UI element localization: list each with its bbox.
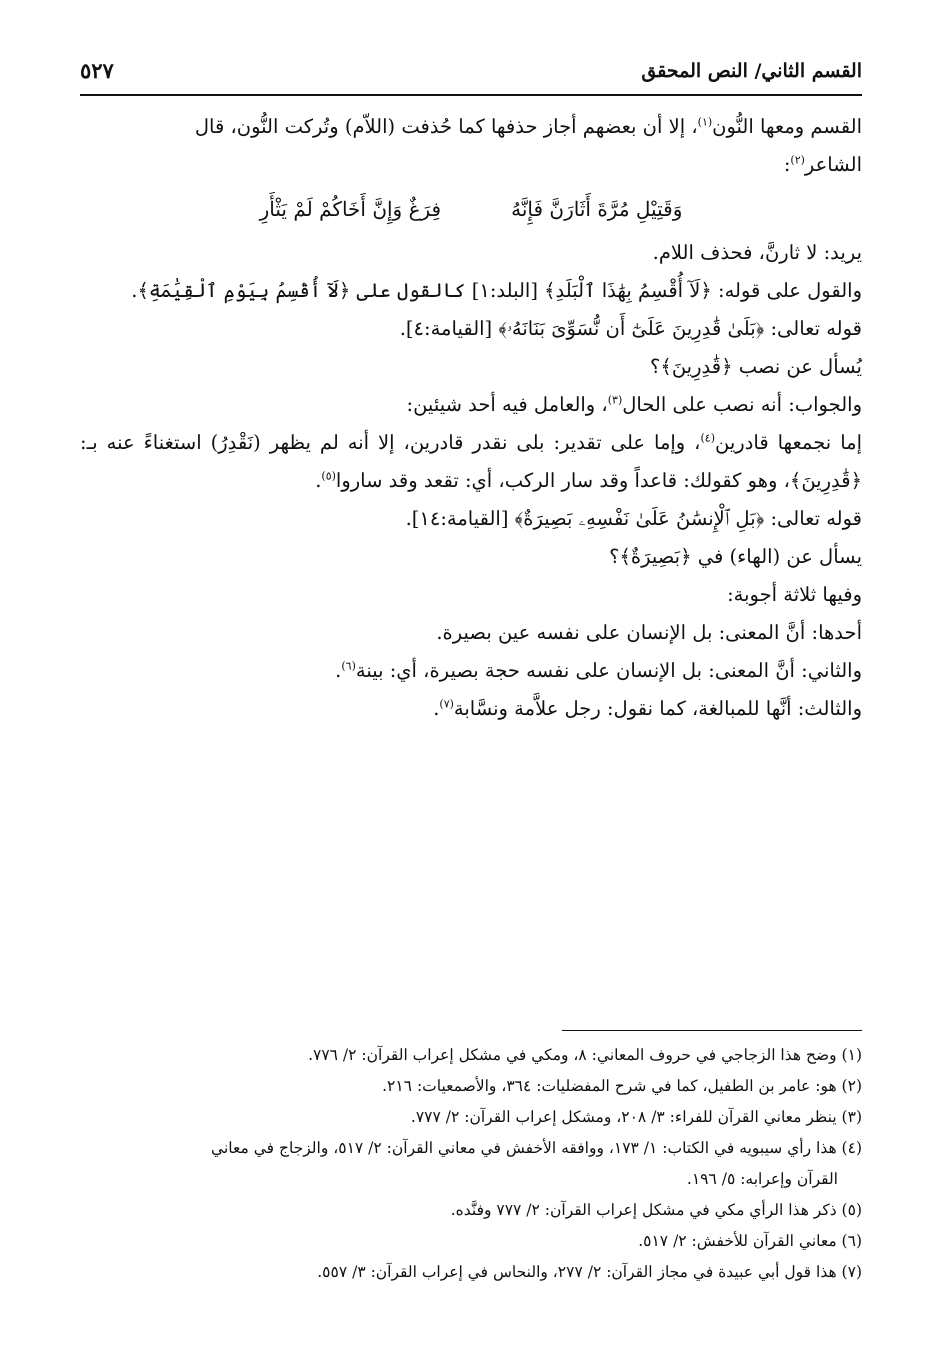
footnote-ref: (٣) xyxy=(607,393,623,407)
footnote-ref: (٧) xyxy=(439,697,454,711)
footnote-2: (٢) هو: عامر بن الطفيل، كما في شرح المفضليات: ٣٦٤، والأصمعيات: ٢١٦. xyxy=(382,1077,862,1095)
footnote-7: (٧) هذا قول أبي عبيدة في مجاز القرآن: ٢/ ٢٧٧، والنحاس في إعراب القرآن: ٣/ ٥٥٧. xyxy=(317,1263,862,1281)
text-run: . xyxy=(433,697,440,720)
text-run: . xyxy=(335,659,342,682)
footnote-ref: (١) xyxy=(697,115,713,129)
paragraph-7 xyxy=(80,424,862,500)
running-title: القسم الثاني/ النص المحقق xyxy=(641,60,862,82)
paragraph-10: وفيها ثلاثة أجوبة: xyxy=(727,583,862,606)
header-rule xyxy=(80,94,862,96)
text-run: القسم ومعها النُّون xyxy=(712,115,862,138)
verse-second-hemistich: فِرَغٌ وَإِنَّ أَخَاكُمْ لَمْ يَثْأَرِ xyxy=(259,197,442,221)
paragraph-11: أحدها: أنَّ المعنى: بل الإنسان على نفسه عين بصيرة. xyxy=(436,621,862,644)
main-text xyxy=(80,108,862,728)
footnote-rule xyxy=(562,1030,862,1031)
footnote-4-continued: القرآن وإعرابه: ٥/ ١٩٦. xyxy=(686,1170,838,1188)
paragraph-4: قوله تعالى: ﴿بَلَىٰ قَٰدِرِينَ عَلَىٰٓ أَن نُّسَوِّىَ بَنَانَهُۥ﴾ [القيامة:٤]. xyxy=(399,317,862,340)
footnote-5: (٥) ذكر هذا الرأي مكي في مشكل إعراب القرآن: ٢/ ٧٧٧ وفنَّده. xyxy=(450,1201,862,1219)
paragraph-5: يُسأل عن نصب ﴿قَٰدِرِينَ﴾؟ xyxy=(650,355,862,378)
text-run: ، والعامل فيه أحد شيئين: xyxy=(406,393,608,416)
paragraph-13 xyxy=(80,690,862,728)
footnotes xyxy=(80,1040,862,1288)
footnote-ref: (٢) xyxy=(790,153,805,167)
paragraph-2: يريد: لا ثارنَّ، فحذف اللام. xyxy=(652,241,862,264)
text-run: والثالث: أنَّها للمبالغة، كما نقول: رجل علاَّمة ونسَّابة xyxy=(453,697,862,720)
page xyxy=(80,56,862,1316)
verse-first-hemistich: وَقَتِيْلِ مُرَّةَ أَثَارَنَّ فَإِنَّهُ xyxy=(511,197,683,221)
text-run: والثاني: أنَّ المعنى: بل الإنسان على نفسه حجة بصيرة، أي: بينة xyxy=(355,659,862,682)
text-run: ، وإما على تقدير: بلى نقدر قادرين، إلا أنه لم يظهر (نَقْدِرُ) استغناءً عنه بـ: ﴿قَٰدِرِينَ﴾، وهو كقولك: قاعداً وقد سار الركب، أي: تقعد وقد ساروا xyxy=(80,431,862,492)
footnote-4: (٤) هذا رأي سيبويه في الكتاب: ١/ ١٧٣، ووافقه الأخفش في معاني القرآن: ٢/ ٥١٧، والزجاج في معاني xyxy=(211,1139,862,1157)
paragraph-1 xyxy=(80,108,862,184)
page-header xyxy=(80,56,862,86)
footnote-1: (١) وضح هذا الزجاجي في حروف المعاني: ٨، ومكي في مشكل إعراب القرآن: ٢/ ٧٧٦. xyxy=(308,1046,862,1064)
text-run: : xyxy=(783,153,791,176)
text-run: إما نجمعها قادرين xyxy=(715,431,862,454)
paragraph-9: يسأل عن (الهاء) في ﴿بَصِيرَةٌ﴾؟ xyxy=(609,545,862,568)
text-run: ، إلا أن بعضهم أجاز حذفها كما حُذفت (اللاّم) وتُركت النُّون، قال xyxy=(194,115,698,138)
text-run: والجواب: أنه نصب على الحال xyxy=(622,393,862,416)
footnote-6: (٦) معاني القرآن للأخفش: ٢/ ٥١٧. xyxy=(638,1232,862,1250)
footnote-ref: (٤) xyxy=(700,431,715,445)
footnote-ref: (٦) xyxy=(341,659,356,673)
text-run: . xyxy=(315,469,322,492)
paragraph-8: قوله تعالى: ﴿بَلِ ٱلْإِنسَٰنُ عَلَىٰ نَفْسِهِۦ بَصِيرَةٌ﴾ [القيامة:١٤]. xyxy=(405,507,862,530)
paragraph-3: والقول على قوله: ﴿لَآ أُقْسِمُ بِهَٰذَا ٱلْبَلَدِ﴾ [البلد:١] كالقول على ﴿لَآ أُقْسِمُ بِيَوْمِ ٱلْقِيَٰمَةِ﴾. xyxy=(131,279,862,302)
paragraph-12 xyxy=(80,652,862,690)
footnote-ref: (٥) xyxy=(321,469,336,483)
paragraph-6 xyxy=(80,386,862,424)
page-number: ٥٢٧ xyxy=(80,58,114,83)
text-run: الشاعر xyxy=(804,153,862,176)
poetry-verse xyxy=(80,190,862,228)
footnote-3: (٣) ينظر معاني القرآن للفراء: ٣/ ٢٠٨، ومشكل إعراب القرآن: ٢/ ٧٧٧. xyxy=(410,1108,862,1126)
